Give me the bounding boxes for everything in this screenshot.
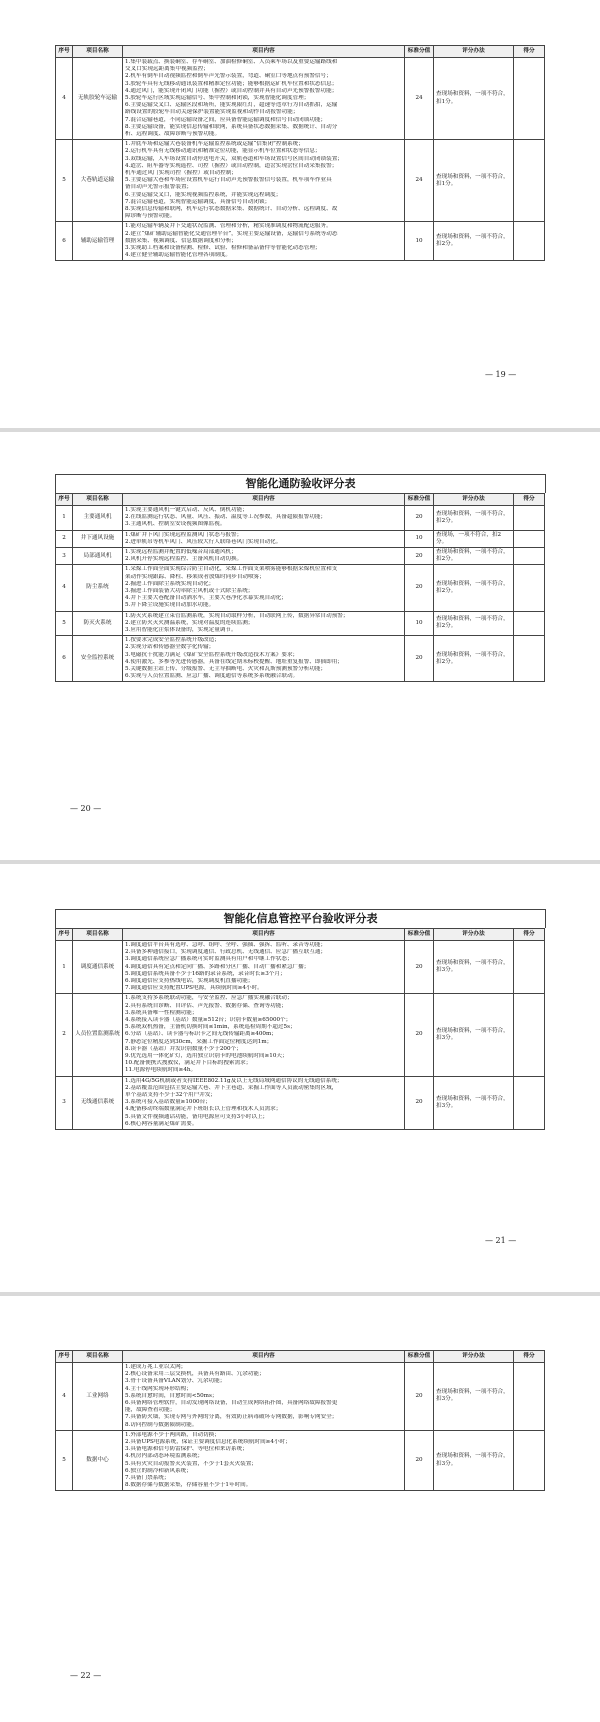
content-line: 路线设置的胶轮车自动关速保护装置能实现监视和动作自动报警功能；	[125, 109, 299, 116]
table-row	[56, 1076, 545, 1129]
item-name: 人员位置监测系统	[73, 994, 123, 1076]
row-number: 2	[56, 994, 73, 1076]
header-get: 得分	[514, 46, 545, 58]
header-get: 得分	[514, 1351, 545, 1363]
table-header-row	[56, 929, 545, 941]
item-content	[123, 1430, 405, 1491]
content-line: 1.选用4G/5G机制或者支持IEEE802.11g及以上无线局域网通信协议的无线通信系统；	[125, 1077, 343, 1084]
row-number: 3	[56, 1076, 73, 1129]
table-header-row	[56, 494, 545, 506]
content-line: 3.电磁抗干扰能力满足《煤矿安全监控系统升级改造技术方案》要求；	[125, 651, 299, 658]
item-name: 无线通信系统	[73, 1076, 123, 1129]
content-line: 6.主要运输交叉口、运输区段和场所，能实现限红灯，超速等违章行为自动抓拍，运输	[125, 102, 338, 109]
score-obtained	[514, 140, 545, 222]
score-obtained	[514, 1076, 545, 1129]
content-line: 4.调度通信具有定点和定向广播、多路和分区广播、自动广播和紧急广播；	[125, 963, 310, 970]
table-row	[56, 565, 545, 611]
header-no: 序号	[56, 1351, 73, 1363]
header-name: 项目名称	[73, 1351, 123, 1363]
header-method: 评分办法	[434, 1351, 514, 1363]
item-content	[123, 636, 405, 682]
header-method: 评分办法	[434, 929, 514, 941]
row-number: 6	[56, 222, 73, 261]
content-line: 2.具备多种通信接口，实现调度通信、行政总机、无线通信、应急广播互联互通；	[125, 949, 327, 956]
content-line: 备自动声光警示报警装置；	[125, 184, 193, 191]
content-line: 4.系统接入读卡器（基站）数量≥512台；识别卡数量≥65000个；	[125, 1017, 292, 1024]
table-row	[56, 506, 545, 531]
content-line: 5.系统双机热备，主备机切换时间≤1min，系统巡检周期不超过5s；	[125, 1024, 296, 1031]
header-name: 项目名称	[73, 929, 123, 941]
content-line: 1.采煤工作面全面实现综合防尘自动化，采煤工作面支架喷雾能够根据采煤机位置和支	[125, 566, 338, 573]
header-score: 标准分值	[405, 1351, 434, 1363]
item-name: 主要通风机	[73, 506, 123, 531]
content-line: 3.骨干设备具备VLAN划分、冗余功能；	[125, 1378, 226, 1385]
content-line: 2.建立“煤矿辅助运输智能化交通管理平台”，实现主要运输设备，运输信号系统等动态	[125, 230, 338, 237]
content-line: 1.外部电源不少于两回路，自动切换；	[125, 1431, 220, 1438]
standard-score: 20	[405, 1363, 434, 1431]
table-header-row	[56, 1351, 545, 1363]
score-obtained	[514, 1430, 545, 1491]
row-number: 3	[56, 548, 73, 565]
table-row	[56, 611, 545, 636]
content-line: 4.井下主要大巷配备自动洒水车，主要大巷净化水幕实现自动化；	[125, 595, 287, 602]
score-obtained	[514, 58, 545, 140]
content-line: 4.使用激光、多参等先进传感器，具备在线定期未标校提醒、地址重复报警、即插即用；	[125, 658, 343, 665]
content-line: 4.建立健全辅助运输智能化管理各项制度。	[125, 252, 232, 259]
item-name: 调度通信系统	[73, 941, 123, 994]
content-line: 2.进单轨吊等机车风门、风压较大行人联络巷风门实现自动化。	[125, 538, 282, 545]
table-row	[56, 636, 545, 682]
content-line: 1.实现主要通风机一键式启动、反风、倒机功能；	[125, 507, 248, 513]
item-content	[123, 611, 405, 636]
score-table-ventilation	[55, 493, 545, 682]
content-line: 5.具备文件视频通话功能，备用电源应可支持3小时以上；	[125, 1113, 269, 1120]
content-line: 1.系统支持多系统联动功能，与安全监控、应急广播实现融合联动；	[125, 995, 293, 1002]
item-content	[123, 1363, 405, 1431]
content-line: 8.主要运输设备，能实现信息传输和联网，系统具备状态数据采集、数据统计、自动分	[125, 123, 338, 130]
content-line: 能，故障查看功能；	[125, 1407, 176, 1414]
standard-score: 24	[405, 140, 434, 222]
item-content	[123, 140, 405, 222]
item-content	[123, 506, 405, 531]
table-row	[56, 222, 545, 261]
content-line: 9.优先选用一体化矿灯，选用独立识别卡的电池续航时间≥10天；	[125, 1053, 288, 1060]
scoring-method: 查现场和资料，一项不符合，扣3分。	[434, 941, 514, 994]
page-number: — 20 —	[70, 804, 102, 813]
content-line: 8.实现信息传输和联网，机车运行状态数据采集、数据统计、自动分析、远程调度、故	[125, 206, 338, 213]
content-line: 7.调度通信应支持配置UPS电源，具续航时间≥4小时。	[125, 985, 263, 992]
content-line: 交叉口实现远距离集中视频监控；	[125, 66, 209, 73]
content-line: 1.煤矿井下风门实现远程监测风门状态与报警；	[125, 531, 243, 538]
standard-score: 20	[405, 1430, 434, 1491]
row-number: 2	[56, 530, 73, 547]
header-content: 项目内容	[123, 929, 405, 941]
page-20	[0, 432, 600, 860]
content-line: 5.主要运输大巷和车场应设置机车运行自动声光预警报警信号装置，机车项车作业具	[125, 177, 332, 184]
table-title: 智能化通防验收评分表	[55, 474, 546, 493]
score-obtained	[514, 611, 545, 636]
item-name: 井下通风设施	[73, 530, 123, 547]
score-obtained	[514, 941, 545, 994]
content-line: 3.双线运输，人车场设置自动停送电开关，双轨巷道和车场设置信号区间自动闭锁装置；	[125, 155, 343, 162]
header-no: 序号	[56, 494, 73, 506]
standard-score: 20	[405, 636, 434, 682]
row-number: 4	[56, 1363, 73, 1431]
content-line: 2.掘进工作面除尘系统实现自动化；	[125, 580, 215, 587]
content-line: 2.基站覆盖范围包括主要运输大巷、井下主巷道、采掘工作面等人员流动密集的区域，	[125, 1084, 338, 1091]
content-line: 2.风机开停实现远程监控、主备风机自动切换。	[125, 556, 243, 563]
standard-score: 20	[405, 941, 434, 994]
content-line: 6.独立的制冷和新风系统；	[125, 1467, 192, 1474]
content-line: 6.主要运输交叉口，能实现视频监控系统，并能实现远程调度；	[125, 191, 282, 198]
content-line: 1.井底车场和运输大巷装备机车运输监控系统或运输“信集闭”控制系统；	[125, 141, 304, 148]
table-row	[56, 140, 545, 222]
content-line: 10.配备便携式搜救仪，满足井下目标的搜索需求；	[125, 1060, 252, 1067]
table-row	[56, 548, 545, 565]
item-name: 大巷轨道运输	[73, 140, 123, 222]
standard-score: 10	[405, 611, 434, 636]
content-line: 4.通过风门，能实现开闭风门功能（握控）或自动控制并具有自动声光预警报警功能；	[125, 87, 338, 94]
row-number: 5	[56, 1430, 73, 1491]
standard-score: 20	[405, 565, 434, 611]
content-line: 3.胶轮车具有无线移动通讯装置和精准定位功能；能够根据运矿机车位置和状态信息；	[125, 80, 338, 87]
header-no: 序号	[56, 46, 73, 58]
table-title: 智能化信息管控平台验收评分表	[55, 909, 546, 928]
content-line: 单个基站支持不少于32个用户并发；	[125, 1092, 217, 1099]
standard-score: 20	[405, 548, 434, 565]
scoring-method: 查现场和资料，一项不符合，扣3分。	[434, 1363, 514, 1431]
content-line: 5.调度通信系统具备不少于16路的录音系统，录音时长≥3个月；	[125, 970, 286, 977]
content-line: 6.核心网容量满足煤矿需要。	[125, 1120, 198, 1127]
content-line: 4.道岔、阻车器等实现遥控、司控（握控）或自动控制，道岔实现岔位自动采集报警；	[125, 162, 338, 169]
scoring-method: 查现场和资料，一项不符合，扣2分。	[434, 222, 514, 261]
content-line: 数据采集、视频调度、信息数据调度和分析；	[125, 237, 237, 244]
page-19	[0, 0, 600, 428]
content-line: 1.调度通信平台具有选呼、急呼、组呼、全呼、强插、强拆、监听、录音等功能；	[125, 942, 327, 948]
score-obtained	[514, 1363, 545, 1431]
header-score: 标准分值	[405, 494, 434, 506]
content-line: 1.实现远程监测并配置的低噪音局部通风机；	[125, 549, 237, 556]
page-number: — 19 —	[485, 370, 517, 379]
content-line: 11.电源停电续航时间≥4h。	[125, 1067, 197, 1074]
content-line: 4.机房内部动态环境监测系统；	[125, 1453, 204, 1460]
item-content	[123, 1076, 405, 1129]
standard-score: 20	[405, 1076, 434, 1129]
standard-score: 24	[405, 58, 434, 140]
content-line: 5.具有火灾自动报警灭火装置，不少于1套灭火装置；	[125, 1460, 257, 1467]
content-line: 2.建立防火灭火测温系统，实现对温度的连续监测；	[125, 619, 254, 626]
content-line: 3.实现助工档案和设备检测、检修、试验、检修和备品备件等智能化动态管理；	[125, 245, 321, 252]
content-line: 6.具备网络管理软件，自动发现网络设备，自动生成网络拓扑图，具备网络故障报警更	[125, 1400, 338, 1407]
item-name: 防尘系统	[73, 565, 123, 611]
content-line: 2.在线监测运行状态、风量、风压、振动、温度等工况参数，具备超限报警功能；	[125, 514, 327, 521]
content-line: 2.核心设备采用三层交换机，具备具有路由、冗余功能；	[125, 1371, 265, 1378]
content-line: 障诊断与预警功能。	[125, 213, 176, 220]
header-get: 得分	[514, 929, 545, 941]
scoring-method: 查现场和资料，一项不符合，扣1分。	[434, 140, 514, 222]
scoring-method: 查现场和资料，一项不符合，扣2分。	[434, 565, 514, 611]
row-number: 1	[56, 506, 73, 531]
content-line: 5.胶轮车运行区域实现运输信号、集中控制和闭锁，实现智能化调度管理；	[125, 95, 310, 102]
score-table-network	[55, 1350, 545, 1491]
item-content	[123, 565, 405, 611]
content-line: 3.系统可接入基站数量≥1000台；	[125, 1099, 211, 1106]
scoring-method: 查现场和资料，一项不符合，扣2分。	[434, 548, 514, 565]
content-line: 3.应用智能化注浆体设备的，实现定量调节。	[125, 627, 237, 634]
item-content	[123, 530, 405, 547]
header-score: 标准分值	[405, 46, 434, 58]
row-number: 4	[56, 58, 73, 140]
table-row	[56, 530, 545, 547]
row-number: 4	[56, 565, 73, 611]
scoring-method: 查现场，一项不符合，扣2分。	[434, 530, 514, 547]
scoring-method: 查现场和资料，一项不符合，扣2分。	[434, 636, 514, 682]
scoring-method: 查现场和资料，一项不符合，扣3分。	[434, 994, 514, 1076]
standard-score: 20	[405, 994, 434, 1076]
row-number: 1	[56, 941, 73, 994]
content-line: 3.主通风机、控制室安设视频图像监视。	[125, 521, 226, 528]
content-line: 1.集中装载点、换装硐室、存车硐室、加油检修硐室、人员乘车场以及重要运输路线和	[125, 59, 338, 65]
scoring-method: 查现场和资料，一项不符合，扣2分。	[434, 611, 514, 636]
content-line: 5.系统自愈时间，自愈时间<50ms；	[125, 1392, 218, 1399]
content-line: 3.掘进工作面装备大功率除尘风机或干式除尘系统；	[125, 588, 254, 595]
item-content	[123, 941, 405, 994]
content-line: 8.读卡器（基站）并发识别数量不少于200个；	[125, 1045, 242, 1052]
item-name: 安全监控系统	[73, 636, 123, 682]
table-row	[56, 58, 545, 140]
item-name: 辅助运输管理	[73, 222, 123, 261]
item-content	[123, 222, 405, 261]
table-row	[56, 1363, 545, 1431]
content-line: 5.井下降尘设施实现自动加水功能。	[125, 602, 215, 609]
header-content: 项目内容	[123, 46, 405, 58]
content-line: 8.访问控制与数据限制功能。	[125, 1421, 198, 1428]
content-line: 析、远程调度、故障诊断与预警功能。	[125, 131, 221, 138]
page-number: — 22 —	[70, 1671, 102, 1680]
item-name: 工业网络	[73, 1363, 123, 1431]
table-row	[56, 941, 545, 994]
table-row	[56, 1430, 545, 1491]
standard-score: 20	[405, 506, 434, 531]
score-obtained	[514, 222, 545, 261]
content-line: 5.关键数据主站上传、分级报警、无主导抽断电、火灾和瓦斯预测预警分析功能；	[125, 666, 327, 673]
header-content: 项目内容	[123, 494, 405, 506]
content-line: 4.配备移动终端数量满足井下班组长以上管理和技术人员需求；	[125, 1106, 282, 1113]
scoring-method: 查现场和资料，一项不符合，扣3分。	[434, 1076, 514, 1129]
content-line: 架动作实现跟踪、降柱、移架成者放煤时同步自动喷雾；	[125, 573, 265, 580]
page-21	[0, 864, 600, 1292]
standard-score: 10	[405, 222, 434, 261]
content-line: 2.具备UPS电源系统，保证主要调度信息化系统续航时间≥4小时；	[125, 1439, 291, 1446]
table-header-row	[56, 46, 545, 58]
scoring-method: 查现场和资料，一项不符合，扣1分。	[434, 58, 514, 140]
content-line: 7.具备门禁系统；	[125, 1475, 170, 1482]
header-content: 项目内容	[123, 1351, 405, 1363]
score-obtained	[514, 994, 545, 1076]
header-name: 项目名称	[73, 494, 123, 506]
content-line: 3.调度通信系统应急广播系统可实时监测具有用户和中继工作状态；	[125, 956, 293, 963]
item-name: 局部通风机	[73, 548, 123, 565]
table-row	[56, 994, 545, 1076]
content-line: 3.系统具备唯一性检测功能；	[125, 1009, 198, 1016]
content-line: 7.混合运输巷道，不同运输设备之间，应具备智能运输调度和信号自动闭锁功能；	[125, 116, 327, 123]
header-method: 评分办法	[434, 494, 514, 506]
item-name: 数据中心	[73, 1430, 123, 1491]
header-method: 评分办法	[434, 46, 514, 58]
scoring-method: 查现场和资料，一项不符合，扣2分。	[434, 506, 514, 531]
score-obtained	[514, 530, 545, 547]
standard-score: 10	[405, 530, 434, 547]
score-table-transport	[55, 45, 545, 261]
header-get: 得分	[514, 494, 545, 506]
header-no: 序号	[56, 929, 73, 941]
score-obtained	[514, 636, 545, 682]
scoring-method: 查现场和资料，一项不符合，扣3分。	[434, 1430, 514, 1491]
content-line: 6.实现与人员位置监测、应急广播、调度通信等系统多系统融合联动。	[125, 673, 299, 680]
page-22	[0, 1296, 600, 1722]
header-score: 标准分值	[405, 929, 434, 941]
item-content	[123, 548, 405, 565]
content-line: 1.按要求完成安全监控系统升级改造；	[125, 637, 220, 644]
content-line: 7.具备防火墙，实现专网与外网的分离，有效防止病毒破坏专网数据，影响专网安全；	[125, 1414, 338, 1421]
content-line: 6.分站（基站）、读卡器与标识卡之间无线传输距离≥400m；	[125, 1031, 277, 1038]
item-content	[123, 994, 405, 1076]
header-name: 项目名称	[73, 46, 123, 58]
score-obtained	[514, 506, 545, 531]
content-line: 机车通过风门实现司控（握控）或自动控制；	[125, 170, 237, 177]
score-table-info-platform	[55, 928, 545, 1130]
row-number: 5	[56, 611, 73, 636]
content-line: 2.运行机车具有无线移动通讯和精准定位功能，能显示机车位置和状态等信息；	[125, 148, 321, 155]
score-obtained	[514, 565, 545, 611]
page-number: — 21 —	[485, 1236, 517, 1245]
content-line: 8.数据存储与数据采集，存储容量不少于1年时间。	[125, 1482, 252, 1489]
row-number: 6	[56, 636, 73, 682]
content-line: 2.机车有倒车自动视频监控和倒车声光警示装置，弯道、硐室口等地点有预警信号；	[125, 73, 332, 80]
content-line: 4.主干线网实现环形结构；	[125, 1385, 192, 1392]
content-line: 3.具备电源和信号防雷保护、等电位和来访系统；	[125, 1446, 248, 1453]
content-line: 1.建成万兆工业以太网；	[125, 1364, 187, 1370]
content-line: 7.混合运输巷道，实现智能运输调度，具备信号自动闭锁；	[125, 198, 271, 205]
score-obtained	[514, 548, 545, 565]
content-line: 2.实现分站和传感器全数字化传输；	[125, 644, 215, 651]
item-content	[123, 58, 405, 140]
item-name: 防灭火系统	[73, 611, 123, 636]
content-line: 6.调度通信应支持热线电话，实现调度机直播功能；	[125, 978, 254, 985]
content-line: 7.静态定位精度达到30cm，采掘工作面定位精度达到1m；	[125, 1038, 273, 1045]
item-name: 无轨胶轮车运输	[73, 58, 123, 140]
row-number: 5	[56, 140, 73, 222]
content-line: 2.具有系统自诊断、自评估、声光报警、数据存储、查询等功能；	[125, 1002, 287, 1009]
content-line: 1.防灭火系统建立束管监测系统，实现自动取样分析，自动联网上传，数据异常自动预警；	[125, 612, 349, 619]
content-line: 1.能对运输车辆及井下交通状况监测、管理和分析，精实现准调度和物流配送服务。	[125, 223, 332, 230]
